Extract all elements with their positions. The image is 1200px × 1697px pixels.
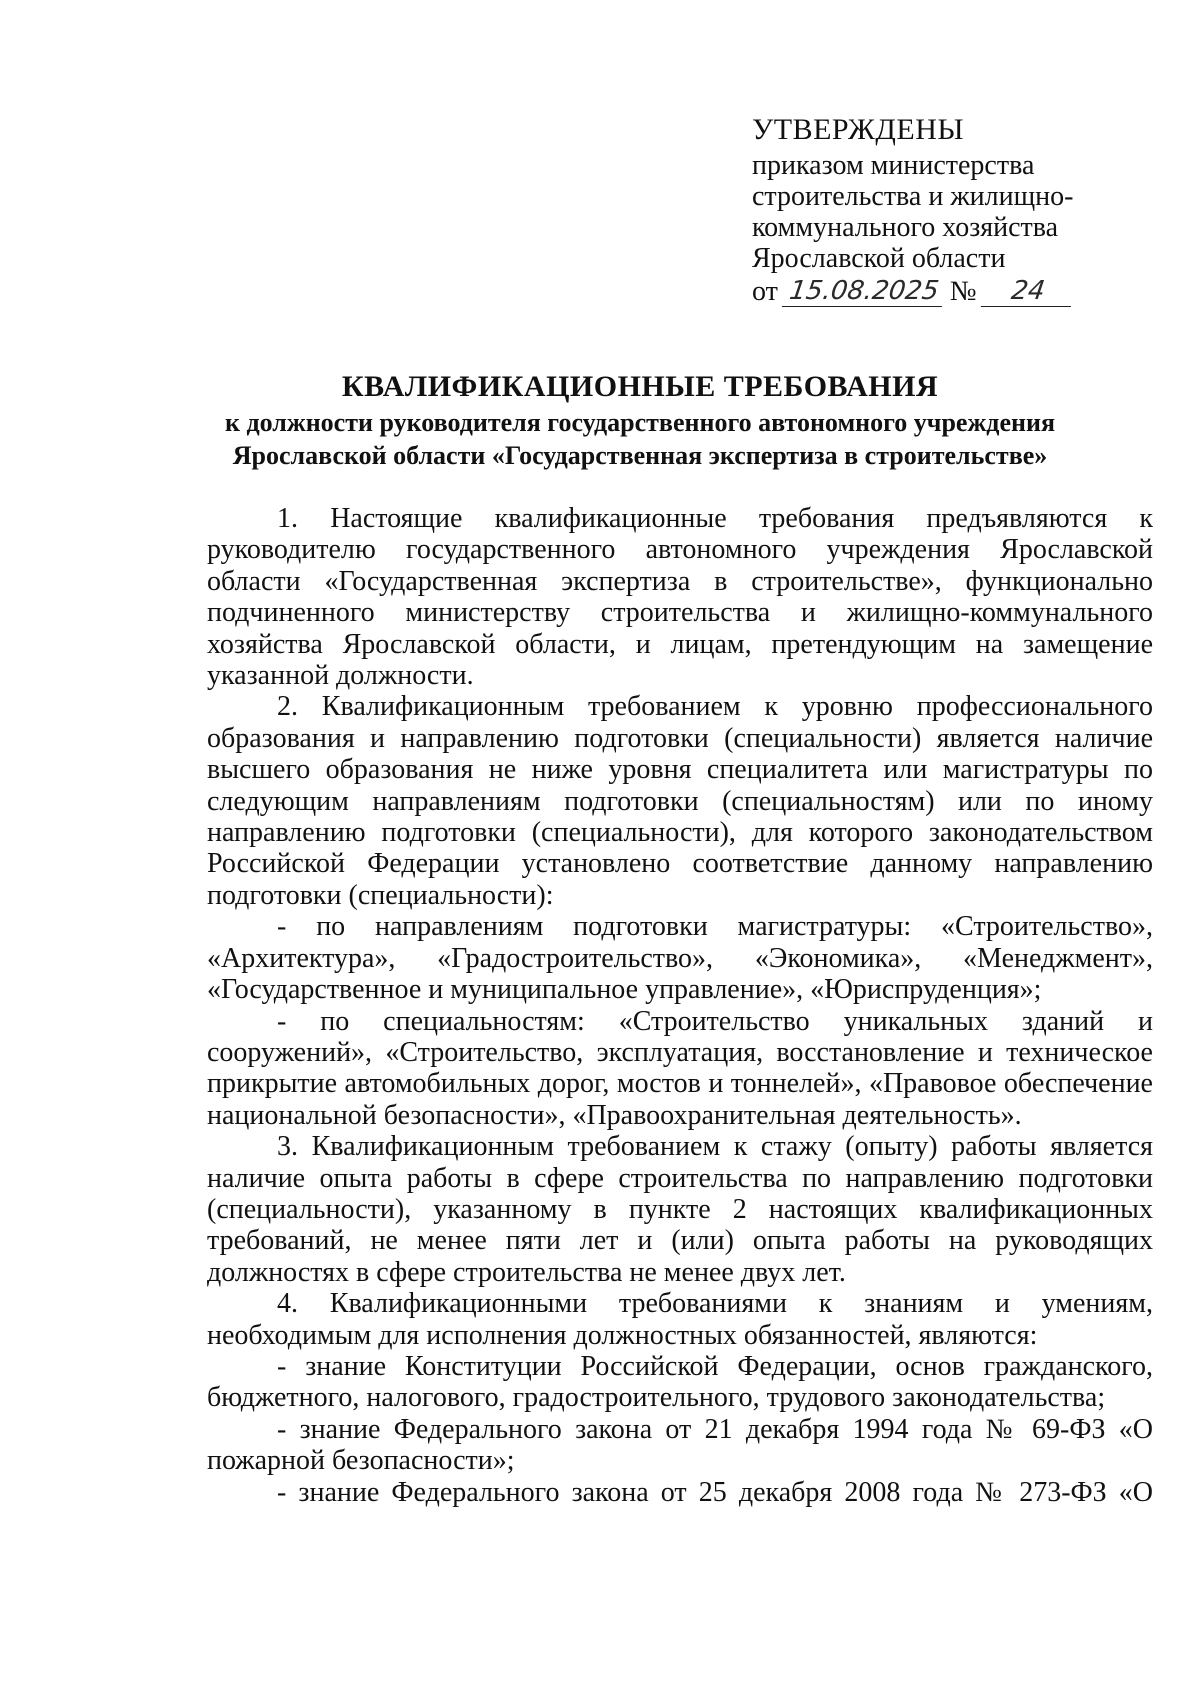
document-body xyxy=(207,503,1153,1508)
approval-line: строительства и жилищно- xyxy=(752,181,1074,212)
approval-line: Ярославской области xyxy=(752,243,1006,274)
document-subtitle-line: Ярославской области «Государственная экспертиза в строительстве» xyxy=(232,441,1048,470)
paragraph: - по специальностям: «Строительство уникальных зданий и сооружений», «Строительство, эксплуатация, восстановление и техническое прикрытие автомобильных дорог, мостов и тоннелей», «Правовое обеспечение национальной безопасности», «Правоохранительная деятельность». xyxy=(207,1005,1153,1131)
document-subtitle-line: к должности руководителя государственного автономного учреждения xyxy=(224,408,1056,437)
document-heading xyxy=(150,368,1130,472)
paragraph: - знание Федерального закона от 25 декабря 2008 года № 273-ФЗ «О xyxy=(277,1476,1153,1508)
approval-line: приказом министерства xyxy=(752,150,1035,181)
approval-stamp-block xyxy=(752,110,1082,307)
paragraph: - знание Федерального закона от 21 декабря 1994 года № 69-ФЗ «О пожарной безопасности»; xyxy=(207,1413,1153,1477)
document-title: КВАЛИФИКАЦИОННЫЕ ТРЕБОВАНИЯ xyxy=(341,370,939,403)
number-sign: № xyxy=(949,276,977,307)
date-prefix: от xyxy=(752,276,778,307)
paragraph: 1. Настоящие квалификационные требования предъявляются к руководителю государственного автономного учреждения Ярославской области «Государственная экспертиза в строительстве», функционально подчиненного министерству строительства и жилищно-коммунального хозяйства Ярославской области, и лицам, претендующим на замещение указанной должности. xyxy=(207,503,1153,692)
order-date-number xyxy=(752,276,1082,307)
handwritten-number: 24 xyxy=(980,276,1074,307)
approval-line: коммунального хозяйства xyxy=(752,212,1059,243)
approval-title: УТВЕРЖДЕНЫ xyxy=(752,113,965,146)
paragraph: 2. Квалификационным требованием к уровню профессионального образования и направлению подготовки (специальности) является наличие высшего образования не ниже уровня специалитета или магистратуры по следующим направлениям подготовки (специальностям) или по иному направлению подготовки (специальности), для которого законодательством Российской Федерации установлено соответствие данному направлению подготовки (специальности): xyxy=(207,691,1153,911)
paragraph: - знание Конституции Российской Федерации, основ гражданского, бюджетного, налогового, градостроительного, трудового законодательства; xyxy=(207,1350,1153,1414)
paragraph: 3. Квалификационным требованием к стажу (опыту) работы является наличие опыта работы в сфере строительства по направлению подготовки (специальности), указанному в пункте 2 настоящих квалификационных требований, не менее пяти лет и (или) опыта работы на руководящих должностях в сфере строительства не менее двух лет. xyxy=(207,1131,1153,1288)
paragraph: - по направлениям подготовки магистратуры: «Строительство», «Архитектура», «Градостроительство», «Экономика», «Менеджмент», «Государственное и муниципальное управление», «Юриспруденция»; xyxy=(207,911,1153,1006)
paragraph: 4. Квалификационными требованиями к знаниям и умениям, необходимым для исполнения должностных обязанностей, являются: xyxy=(207,1288,1153,1351)
handwritten-date: 15.08.2025 xyxy=(782,276,946,307)
